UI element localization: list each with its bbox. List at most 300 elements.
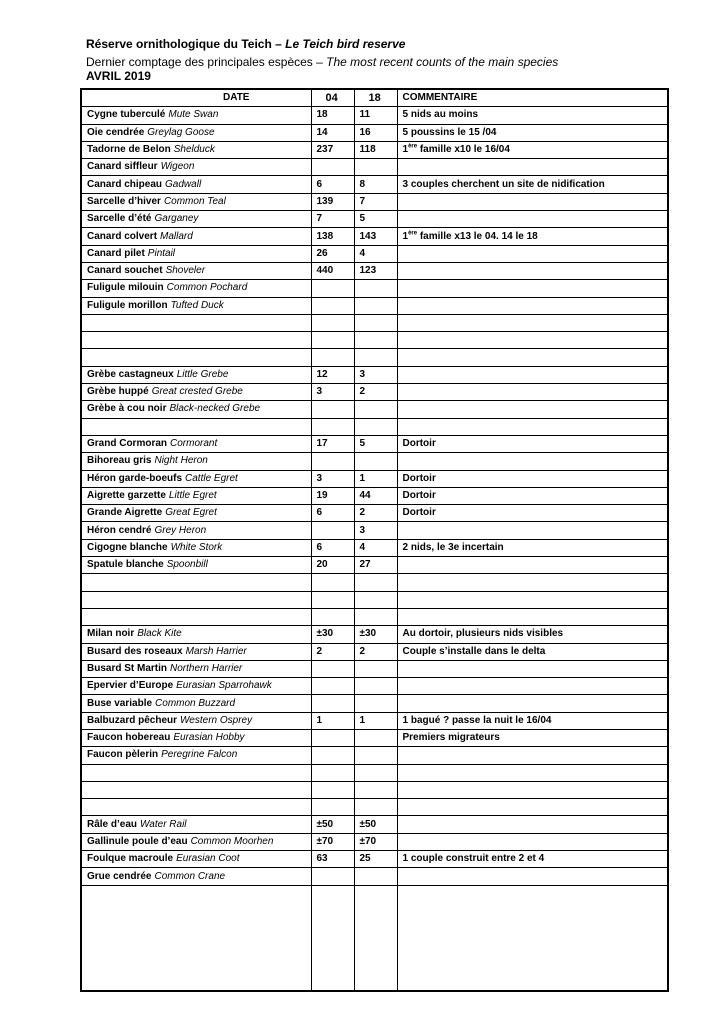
table-row xyxy=(81,332,668,349)
comment-header: COMMENTAIRE xyxy=(397,89,668,107)
count-18-cell: 27 xyxy=(354,557,397,574)
comment-cell xyxy=(397,262,668,279)
species-name-french: Fuligule morillon xyxy=(87,299,168,311)
table-row xyxy=(81,574,668,591)
count-04-cell: 6 xyxy=(311,539,354,556)
table-row xyxy=(81,816,668,833)
title-english: Le Teich bird reserve xyxy=(285,37,406,51)
species-name-french: Faucon pèlerin xyxy=(87,749,159,761)
comment-cell xyxy=(397,747,668,764)
species-name-english: Black-necked Grebe xyxy=(169,403,261,415)
species-name-french: Balbuzard pêcheur xyxy=(87,714,178,726)
species-name-english: Tufted Duck xyxy=(170,299,224,311)
species-cell xyxy=(81,141,311,158)
table-body xyxy=(81,107,668,991)
count-04-cell: 139 xyxy=(311,193,354,210)
count-18-cell xyxy=(354,314,397,331)
comment-cell xyxy=(397,660,668,677)
species-name-french: Grande Aigrette xyxy=(87,507,163,519)
species-name-english: Little Grebe xyxy=(176,368,229,380)
comment-cell: 2 nids, le 3e incertain xyxy=(397,539,668,556)
species-cell xyxy=(81,211,311,228)
table-row xyxy=(81,435,668,452)
comment-cell xyxy=(397,280,668,297)
count-04-cell: 12 xyxy=(311,366,354,383)
comment-cell xyxy=(397,193,668,210)
table-row xyxy=(81,211,668,228)
comment-cell: Dortoir xyxy=(397,505,668,522)
count-04-cell: 2 xyxy=(311,643,354,660)
comment-cell xyxy=(397,401,668,418)
comment-cell: Au dortoir, plusieurs nids visibles xyxy=(397,626,668,643)
count-04-cell: 1 xyxy=(311,712,354,729)
comment-cell xyxy=(397,695,668,712)
blank-cell xyxy=(354,885,397,991)
species-cell xyxy=(81,193,311,210)
species-name-french: Busard St Martin xyxy=(87,662,168,674)
species-cell xyxy=(81,522,311,539)
species-name-french: Busard des roseaux xyxy=(87,645,183,657)
count-04-cell xyxy=(311,159,354,176)
species-name-french: Canard colvert xyxy=(87,230,158,242)
table-row xyxy=(81,453,668,470)
species-name-english: Common Teal xyxy=(163,195,226,207)
count-18-cell xyxy=(354,591,397,608)
count-04-cell: 19 xyxy=(311,487,354,504)
comment-cell xyxy=(397,799,668,816)
species-name-english: Common Pochard xyxy=(166,282,248,294)
count-04-cell xyxy=(311,418,354,435)
table-row xyxy=(81,678,668,695)
species-cell xyxy=(81,366,311,383)
species-name-french: Cygne tuberculé xyxy=(87,109,166,121)
species-name-english: Eurasian Sparrohawk xyxy=(176,680,272,692)
comment-cell: 3 couples cherchent un site de nidification xyxy=(397,176,668,193)
comment-text: famille x10 le 16/04 xyxy=(417,144,510,156)
table-row xyxy=(81,245,668,262)
species-name-french: Grand Cormoran xyxy=(87,438,168,450)
table-row xyxy=(81,366,668,383)
count-18-cell xyxy=(354,574,397,591)
species-name-french: Oie cendrée xyxy=(87,126,145,138)
comment-cell xyxy=(397,781,668,798)
species-cell xyxy=(81,608,311,625)
species-name-french: Canard siffleur xyxy=(87,161,158,173)
count-18-cell: 2 xyxy=(354,505,397,522)
count-04-cell xyxy=(311,729,354,746)
comment-cell xyxy=(397,418,668,435)
table-row xyxy=(81,176,668,193)
species-cell xyxy=(81,332,311,349)
count-04-cell xyxy=(311,747,354,764)
species-name-french: Milan noir xyxy=(87,628,135,640)
species-cell xyxy=(81,349,311,366)
species-cell xyxy=(81,729,311,746)
comment-cell: 5 poussins le 15 /04 xyxy=(397,124,668,141)
blank-cell xyxy=(81,885,311,991)
table-row xyxy=(81,384,668,401)
bird-count-table xyxy=(80,88,669,992)
species-cell xyxy=(81,868,311,885)
species-name-english: Cattle Egret xyxy=(185,472,238,484)
species-name-french: Héron garde-boeufs xyxy=(87,472,183,484)
count-18-cell: 4 xyxy=(354,245,397,262)
species-cell xyxy=(81,159,311,176)
count-18-cell xyxy=(354,418,397,435)
species-name-english: Marsh Harrier xyxy=(185,645,247,657)
count-04-cell xyxy=(311,868,354,885)
count-18-cell: 118 xyxy=(354,141,397,158)
count-18-cell xyxy=(354,678,397,695)
species-name-french: Sarcelle d’été xyxy=(87,213,152,225)
table-row xyxy=(81,262,668,279)
count-04-cell: 7 xyxy=(311,211,354,228)
species-cell xyxy=(81,557,311,574)
comment-cell: Dortoir xyxy=(397,487,668,504)
species-cell xyxy=(81,124,311,141)
species-cell xyxy=(81,816,311,833)
comment-cell xyxy=(397,349,668,366)
species-name-french: Faucon hobereau xyxy=(87,732,171,744)
species-name-english: Eurasian Hobby xyxy=(173,732,245,744)
comment-cell: 1 couple construit entre 2 et 4 xyxy=(397,851,668,868)
comment-cell xyxy=(397,314,668,331)
count-04-cell xyxy=(311,453,354,470)
comment-cell xyxy=(397,591,668,608)
subtitle-french: Dernier comptage des principales espèces – xyxy=(86,55,323,69)
species-name-english: Gadwall xyxy=(165,178,202,190)
species-cell xyxy=(81,747,311,764)
species-name-french: Canard chipeau xyxy=(87,178,163,190)
table-row xyxy=(81,643,668,660)
table-row xyxy=(81,660,668,677)
species-cell xyxy=(81,418,311,435)
count-18-cell xyxy=(354,401,397,418)
comment-cell xyxy=(397,833,668,850)
species-cell xyxy=(81,314,311,331)
table-row xyxy=(81,505,668,522)
count-18-cell: 123 xyxy=(354,262,397,279)
count-04-cell xyxy=(311,297,354,314)
species-cell xyxy=(81,453,311,470)
comment-ordinal: 1 xyxy=(402,144,409,156)
count-04-cell xyxy=(311,314,354,331)
species-name-english: Peregrine Falcon xyxy=(161,749,238,761)
comment-text: famille x13 le 04. 14 le 18 xyxy=(417,230,538,242)
table-row xyxy=(81,487,668,504)
table-row xyxy=(81,470,668,487)
count-04-cell: 440 xyxy=(311,262,354,279)
count-04-cell xyxy=(311,591,354,608)
comment-cell xyxy=(397,574,668,591)
species-cell xyxy=(81,176,311,193)
table-row xyxy=(81,781,668,798)
table-row xyxy=(81,591,668,608)
count-04-cell xyxy=(311,608,354,625)
species-name-english: Great Egret xyxy=(165,507,217,519)
count-18-cell: 2 xyxy=(354,643,397,660)
species-name-english: Grey Heron xyxy=(154,524,207,536)
count-18-cell xyxy=(354,332,397,349)
comment-cell xyxy=(397,297,668,314)
table-row xyxy=(81,297,668,314)
comment-cell xyxy=(397,159,668,176)
table-row xyxy=(81,764,668,781)
species-name-english: Shoveler xyxy=(165,265,206,277)
species-name-english: Night Heron xyxy=(154,455,208,467)
table-row xyxy=(81,695,668,712)
comment-cell: Dortoir xyxy=(397,470,668,487)
species-cell xyxy=(81,678,311,695)
species-cell xyxy=(81,262,311,279)
comment-cell xyxy=(397,764,668,781)
species-name-french: Canard pilet xyxy=(87,247,145,259)
count-04-cell: 26 xyxy=(311,245,354,262)
count-04-cell: 6 xyxy=(311,176,354,193)
species-cell xyxy=(81,851,311,868)
title-french: Réserve ornithologique du Teich – xyxy=(86,37,282,51)
comment-cell xyxy=(397,141,668,158)
comment-cell: Couple s’installe dans le delta xyxy=(397,643,668,660)
table-row xyxy=(81,193,668,210)
species-cell xyxy=(81,107,311,124)
species-name-french: Cigogne blanche xyxy=(87,541,168,553)
document-title xyxy=(86,37,405,51)
table-row xyxy=(81,557,668,574)
table-header-row xyxy=(81,89,668,107)
species-name-english: Cormorant xyxy=(170,438,218,450)
count-04-cell: 3 xyxy=(311,384,354,401)
species-name-french: Fuligule milouin xyxy=(87,282,164,294)
species-name-english: Mute Swan xyxy=(168,109,219,121)
comment-cell xyxy=(397,384,668,401)
comment-cell xyxy=(397,245,668,262)
species-name-english: Spoonbill xyxy=(166,559,208,571)
comment-cell: Dortoir xyxy=(397,435,668,452)
table-row xyxy=(81,799,668,816)
count-18-cell xyxy=(354,799,397,816)
count-date-18-header: 18 xyxy=(354,89,397,107)
date-header: DATE xyxy=(81,89,311,107)
species-name-english: Pintail xyxy=(147,247,176,259)
table-row xyxy=(81,314,668,331)
comment-cell xyxy=(397,228,668,245)
species-name-english: Greylag Goose xyxy=(147,126,215,138)
species-name-english: Wigeon xyxy=(160,161,195,173)
species-name-french: Grèbe à cou noir xyxy=(87,403,167,415)
count-04-cell: 237 xyxy=(311,141,354,158)
count-04-cell xyxy=(311,781,354,798)
species-name-english: Northern Harrier xyxy=(170,662,243,674)
species-cell xyxy=(81,781,311,798)
table-row xyxy=(81,228,668,245)
count-04-cell xyxy=(311,660,354,677)
comment-ordinal: 1 xyxy=(402,230,409,242)
table-row xyxy=(81,729,668,746)
species-name-english: Little Egret xyxy=(168,489,217,501)
species-cell xyxy=(81,228,311,245)
count-18-cell: ±30 xyxy=(354,626,397,643)
count-04-cell xyxy=(311,401,354,418)
species-cell xyxy=(81,435,311,452)
species-name-french: Spatule blanche xyxy=(87,559,164,571)
count-04-cell xyxy=(311,332,354,349)
species-cell xyxy=(81,280,311,297)
count-18-cell: 7 xyxy=(354,193,397,210)
species-name-english: Mallard xyxy=(160,230,193,242)
count-18-cell xyxy=(354,868,397,885)
species-cell xyxy=(81,245,311,262)
species-cell xyxy=(81,833,311,850)
count-18-cell xyxy=(354,280,397,297)
table-row xyxy=(81,280,668,297)
count-18-cell xyxy=(354,297,397,314)
species-cell xyxy=(81,660,311,677)
species-cell xyxy=(81,297,311,314)
table-row xyxy=(81,868,668,885)
table-row xyxy=(81,626,668,643)
table-row-blank xyxy=(81,885,668,991)
species-name-english: Water Rail xyxy=(140,818,187,830)
count-18-cell: 1 xyxy=(354,470,397,487)
species-cell xyxy=(81,487,311,504)
document-subtitle xyxy=(86,55,558,69)
blank-cell xyxy=(397,885,668,991)
table-row xyxy=(81,712,668,729)
count-04-cell: 14 xyxy=(311,124,354,141)
subtitle-english: The most recent counts of the main species xyxy=(326,55,559,69)
count-18-cell: 8 xyxy=(354,176,397,193)
count-18-cell: 4 xyxy=(354,539,397,556)
comment-cell xyxy=(397,557,668,574)
table-row xyxy=(81,747,668,764)
count-18-cell xyxy=(354,781,397,798)
count-04-cell xyxy=(311,280,354,297)
table-row xyxy=(81,608,668,625)
species-name-english: White Stork xyxy=(170,541,223,553)
table-row xyxy=(81,833,668,850)
species-name-french: Bihoreau gris xyxy=(87,455,152,467)
species-name-english: Common Moorhen xyxy=(190,835,274,847)
species-name-french: Canard souchet xyxy=(87,265,163,277)
comment-cell xyxy=(397,366,668,383)
species-cell xyxy=(81,799,311,816)
species-name-french: Gallinule poule d’eau xyxy=(87,835,188,847)
species-name-english: Garganey xyxy=(154,213,199,225)
table-row xyxy=(81,418,668,435)
species-name-french: Grèbe castagneux xyxy=(87,368,174,380)
species-name-french: Sarcelle d’hiver xyxy=(87,195,161,207)
count-18-cell xyxy=(354,747,397,764)
count-04-cell xyxy=(311,764,354,781)
count-18-cell: 3 xyxy=(354,366,397,383)
count-18-cell xyxy=(354,608,397,625)
species-name-french: Héron cendré xyxy=(87,524,152,536)
count-04-cell xyxy=(311,349,354,366)
month-label: AVRIL 2019 xyxy=(86,69,151,83)
count-04-cell: ±30 xyxy=(311,626,354,643)
species-name-english: Great crested Grebe xyxy=(151,386,243,398)
table-row xyxy=(81,159,668,176)
comment-cell xyxy=(397,453,668,470)
comment-cell xyxy=(397,211,668,228)
species-cell xyxy=(81,384,311,401)
species-name-french: Grèbe huppé xyxy=(87,386,149,398)
comment-ordinal-suffix: ère xyxy=(408,230,418,237)
table-row xyxy=(81,349,668,366)
species-name-french: Aigrette garzette xyxy=(87,489,166,501)
species-cell xyxy=(81,574,311,591)
count-18-cell xyxy=(354,660,397,677)
count-04-cell: ±70 xyxy=(311,833,354,850)
species-name-english: Shelduck xyxy=(173,144,215,156)
count-18-cell xyxy=(354,729,397,746)
comment-cell: Premiers migrateurs xyxy=(397,729,668,746)
comment-ordinal-suffix: ère xyxy=(408,143,418,150)
species-cell xyxy=(81,626,311,643)
table-row xyxy=(81,124,668,141)
count-04-cell: 18 xyxy=(311,107,354,124)
species-name-french: Buse variable xyxy=(87,697,153,709)
species-cell xyxy=(81,643,311,660)
comment-cell xyxy=(397,816,668,833)
table-row xyxy=(81,141,668,158)
species-name-french: Grue cendrée xyxy=(87,870,152,882)
species-name-french: Tadorne de Belon xyxy=(87,144,171,156)
count-04-cell xyxy=(311,678,354,695)
count-04-cell: 17 xyxy=(311,435,354,452)
species-cell xyxy=(81,470,311,487)
count-04-cell: 20 xyxy=(311,557,354,574)
count-04-cell xyxy=(311,574,354,591)
table-row xyxy=(81,851,668,868)
comment-cell xyxy=(397,678,668,695)
species-name-english: Black Kite xyxy=(137,628,182,640)
count-04-cell xyxy=(311,695,354,712)
count-18-cell xyxy=(354,453,397,470)
species-name-english: Eurasian Coot xyxy=(176,853,240,865)
count-18-cell: 143 xyxy=(354,228,397,245)
species-name-french: Foulque macroule xyxy=(87,853,174,865)
count-18-cell xyxy=(354,159,397,176)
species-name-french: Râle d’eau xyxy=(87,818,138,830)
count-04-cell: 63 xyxy=(311,851,354,868)
comment-cell: 5 nids au moins xyxy=(397,107,668,124)
table-row xyxy=(81,107,668,124)
count-04-cell: ±50 xyxy=(311,816,354,833)
count-18-cell: 5 xyxy=(354,435,397,452)
comment-cell xyxy=(397,608,668,625)
species-cell xyxy=(81,764,311,781)
species-name-english: Common Buzzard xyxy=(155,697,236,709)
count-04-cell: 3 xyxy=(311,470,354,487)
species-cell xyxy=(81,505,311,522)
comment-cell xyxy=(397,868,668,885)
count-04-cell: 6 xyxy=(311,505,354,522)
count-18-cell: ±70 xyxy=(354,833,397,850)
species-cell xyxy=(81,591,311,608)
count-18-cell: 3 xyxy=(354,522,397,539)
species-cell xyxy=(81,401,311,418)
table-row xyxy=(81,401,668,418)
count-18-cell: 2 xyxy=(354,384,397,401)
species-name-english: Common Crane xyxy=(154,870,226,882)
count-18-cell: 44 xyxy=(354,487,397,504)
species-name-french: Epervier d’Europe xyxy=(87,680,174,692)
table-row xyxy=(81,522,668,539)
count-04-cell xyxy=(311,522,354,539)
count-18-cell: ±50 xyxy=(354,816,397,833)
